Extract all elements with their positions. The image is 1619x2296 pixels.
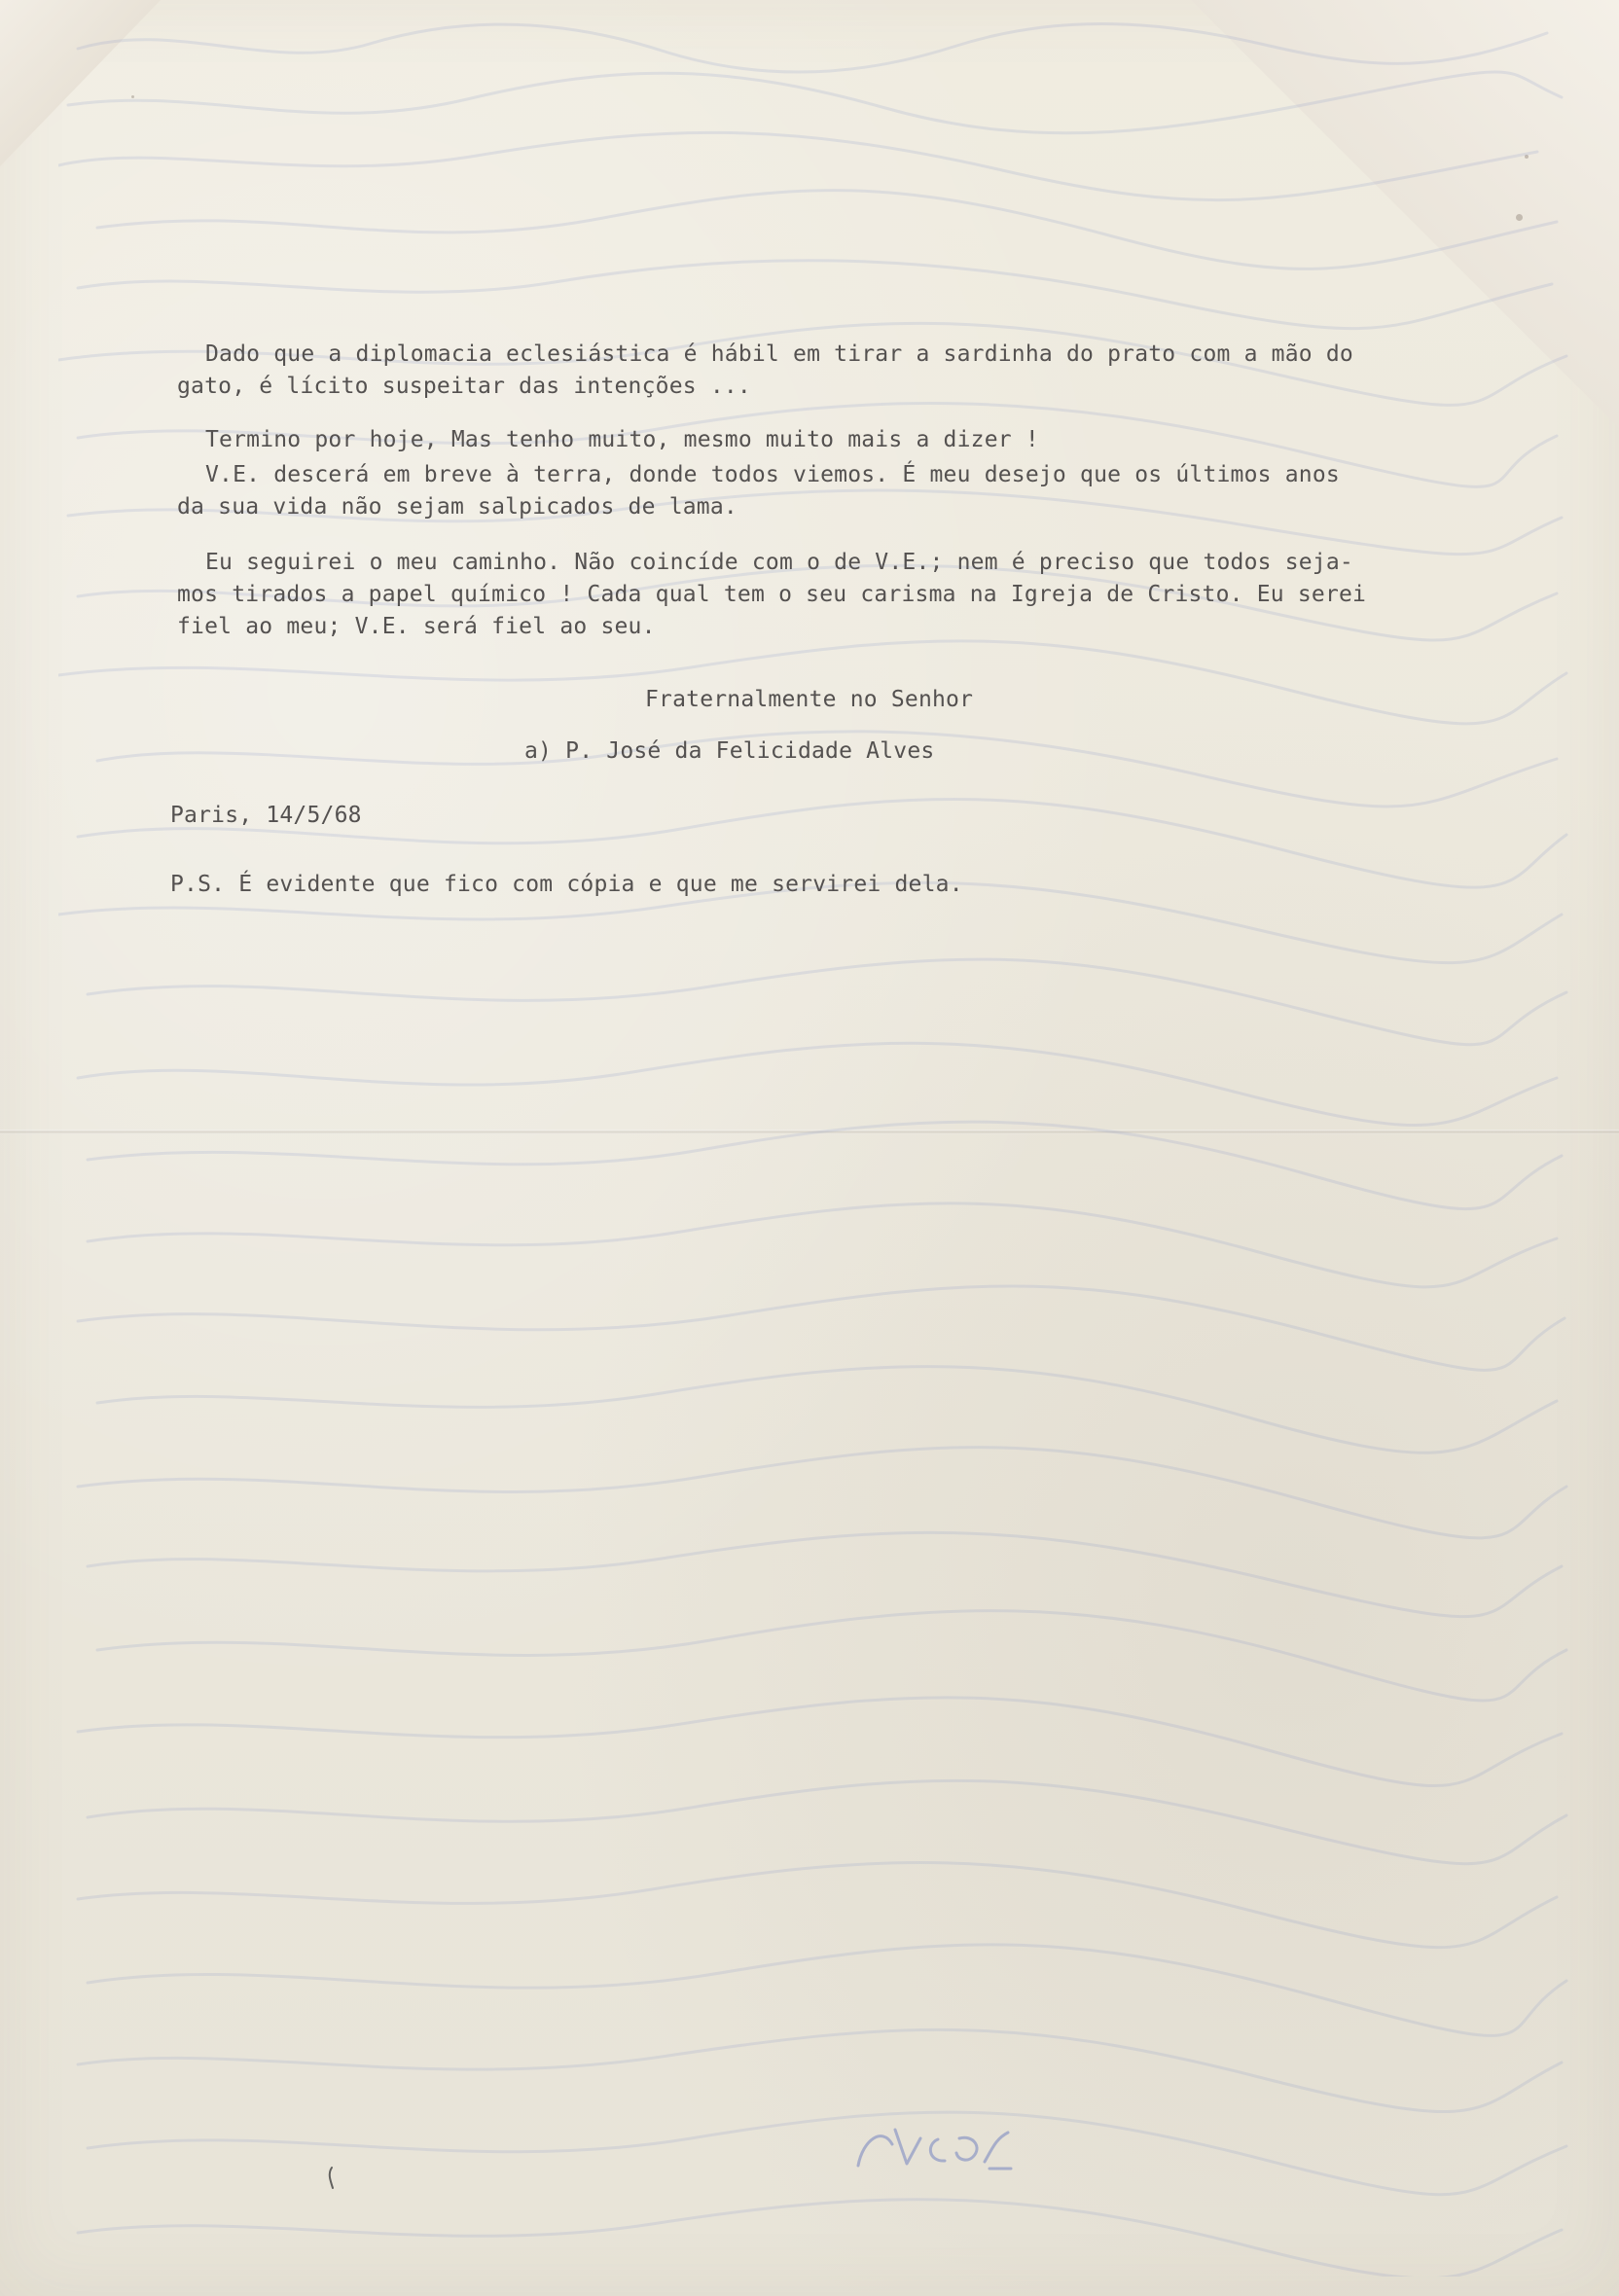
closing-salutation: Fraternalmente no Senhor	[645, 687, 974, 712]
letter-line: da sua vida não sejam salpicados de lama.	[177, 494, 738, 520]
place-date: Paris, 14/5/68	[170, 803, 362, 828]
pen-mark-icon	[326, 2166, 338, 2191]
letter-line: Dado que a diplomacia eclesiástica é hábil em tirar a sardinha do prato com a mão do	[205, 341, 1353, 367]
letter-line: fiel ao meu; V.E. será fiel ao seu.	[177, 614, 656, 639]
letter-line: gato, é lícito suspeitar das intenções ...	[177, 374, 751, 399]
letter-line: Eu seguirei o meu caminho. Não coincíde com o de V.E.; nem é preciso que todos seja-	[205, 550, 1353, 575]
signature-line: a) P. José da Felicidade Alves	[524, 738, 935, 764]
postscript: P.S. É evidente que fico com cópia e que me servirei dela.	[170, 872, 963, 897]
letter-line: mos tirados a papel químico ! Cada qual tem o seu carisma na Igreja de Cristo. Eu serei	[177, 582, 1367, 607]
handwritten-initials-icon	[848, 2115, 1024, 2183]
letter-line: Termino por hoje, Mas tenho muito, mesmo muito mais a dizer !	[205, 427, 1039, 452]
letter-line: V.E. descerá em breve à terra, donde todos viemos. É meu desejo que os últimos anos	[205, 462, 1340, 487]
